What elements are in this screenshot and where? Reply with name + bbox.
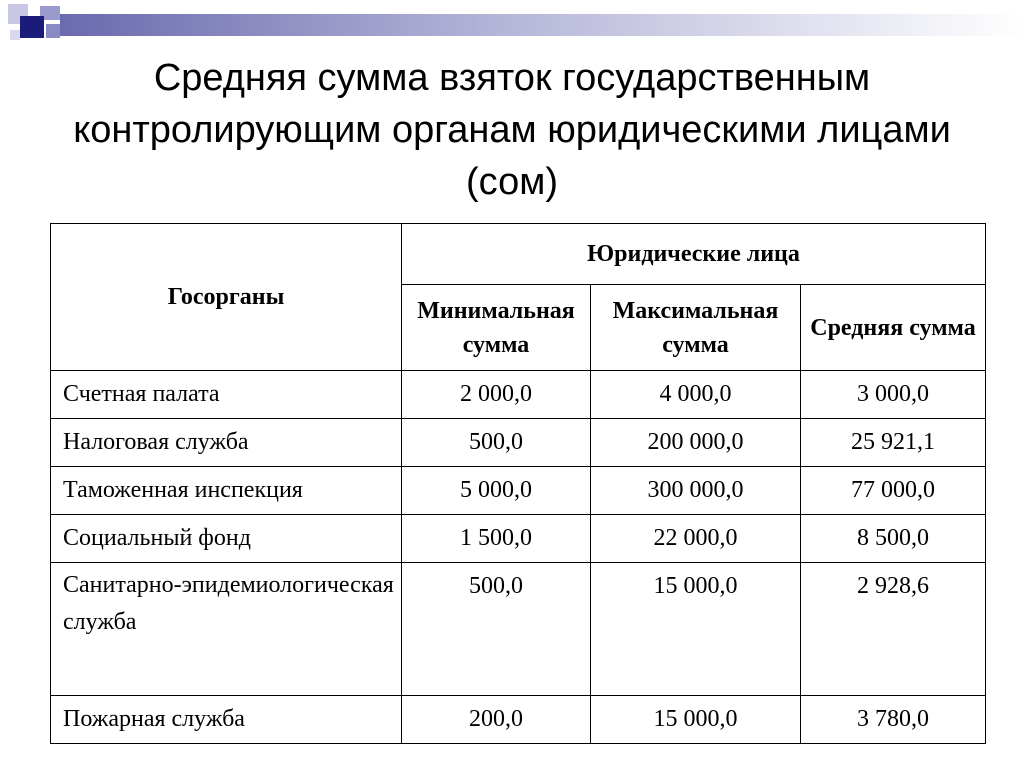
table-row xyxy=(51,371,986,419)
row-min-value: 1 500,0 xyxy=(402,515,591,563)
row-avg-value: 3 000,0 xyxy=(801,371,986,419)
row-min-value: 5 000,0 xyxy=(402,467,591,515)
table-row xyxy=(51,563,986,696)
deco-square-small xyxy=(10,30,20,40)
row-avg-value: 77 000,0 xyxy=(801,467,986,515)
row-max-value: 300 000,0 xyxy=(591,467,801,515)
row-max-value: 200 000,0 xyxy=(591,419,801,467)
row-min-value: 500,0 xyxy=(402,419,591,467)
bribe-table-container xyxy=(50,223,986,744)
row-max-value: 15 000,0 xyxy=(591,563,801,696)
table-row xyxy=(51,467,986,515)
table-row xyxy=(51,696,986,744)
table-row xyxy=(51,419,986,467)
row-agency-name: Санитарно-эпидемиологическая служба xyxy=(51,563,402,696)
row-max-value: 4 000,0 xyxy=(591,371,801,419)
row-avg-value: 3 780,0 xyxy=(801,696,986,744)
row-min-value: 2 000,0 xyxy=(402,371,591,419)
bribe-table xyxy=(50,223,986,744)
row-agency-name: Таможенная инспекция xyxy=(51,467,402,515)
row-avg-value: 8 500,0 xyxy=(801,515,986,563)
row-avg-value: 2 928,6 xyxy=(801,563,986,696)
row-avg-value: 25 921,1 xyxy=(801,419,986,467)
row-min-value: 200,0 xyxy=(402,696,591,744)
row-max-value: 15 000,0 xyxy=(591,696,801,744)
row-agency-name: Налоговая служба xyxy=(51,419,402,467)
header-legal-entities: Юридические лица xyxy=(402,224,986,285)
deco-square-dark xyxy=(20,16,44,38)
header-avg-sum: Средняя сумма xyxy=(801,285,986,371)
deco-square-accent xyxy=(46,24,60,38)
slide-title: Средняя сумма взяток государственным контролирующим органам юридическими лицами (сом) xyxy=(73,57,951,203)
row-agency-name: Счетная палата xyxy=(51,371,402,419)
table-row xyxy=(51,515,986,563)
header-gradient-bar xyxy=(60,14,1024,36)
row-min-value: 500,0 xyxy=(402,563,591,696)
header-min-sum: Минимальная сумма xyxy=(402,285,591,371)
row-agency-name: Пожарная служба xyxy=(51,696,402,744)
header-max-sum: Максимальная сумма xyxy=(591,285,801,371)
row-max-value: 22 000,0 xyxy=(591,515,801,563)
header-gosorgany: Госорганы xyxy=(51,224,402,371)
row-agency-name: Социальный фонд xyxy=(51,515,402,563)
slide-decoration xyxy=(0,0,1024,60)
